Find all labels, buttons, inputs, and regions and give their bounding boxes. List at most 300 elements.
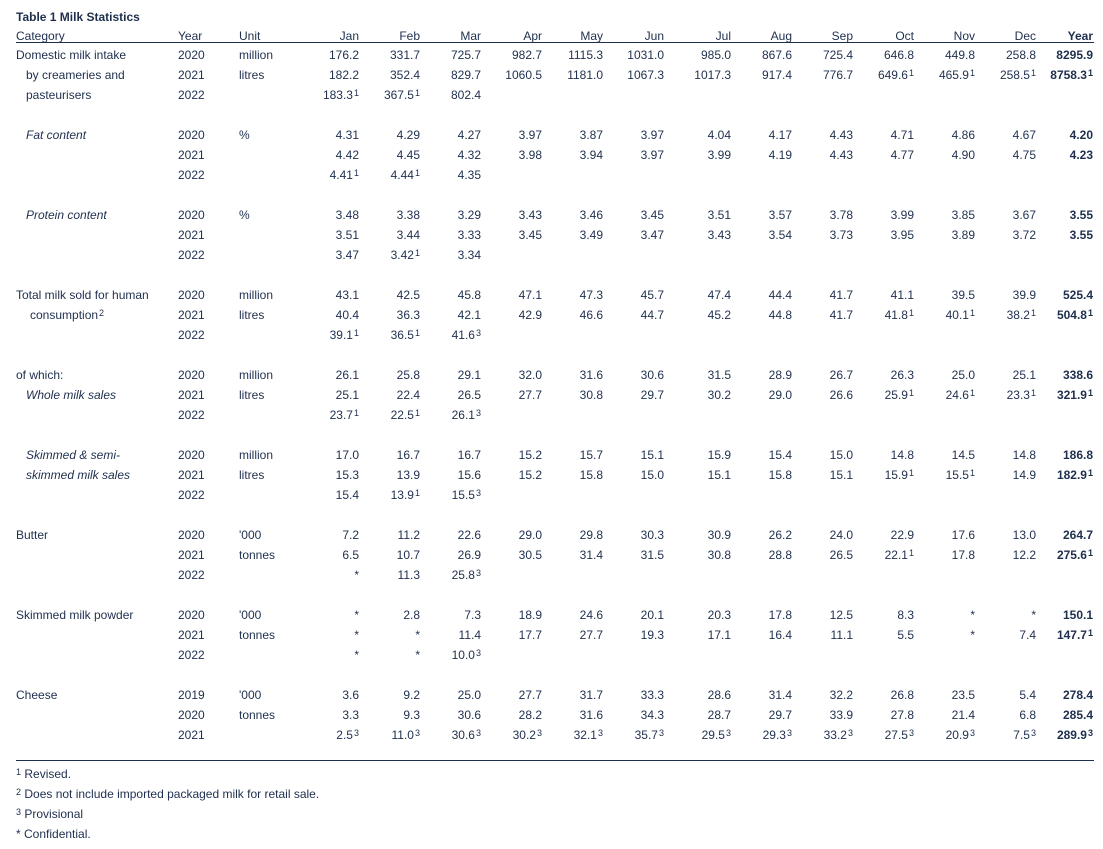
value-cell: 26.1$^3$ bbox=[451, 408, 481, 422]
value-cell: 23.7$^1$ bbox=[329, 408, 359, 422]
value-cell: 15.2 bbox=[518, 468, 542, 482]
footnote-text: Provisional bbox=[21, 807, 84, 821]
value-cell: 11.0$^3$ bbox=[391, 728, 420, 742]
value-cell: 35.7$^3$ bbox=[634, 728, 664, 742]
value-cell: 26.6 bbox=[829, 388, 853, 402]
footnote-marker: 1 bbox=[414, 488, 420, 498]
value-cell: 36.5$^1$ bbox=[390, 328, 420, 342]
value-cell: 15.9$^1$ bbox=[884, 468, 914, 482]
footnote-marker: 1 bbox=[1087, 468, 1093, 478]
value-cell: 4.04 bbox=[707, 128, 731, 142]
value-cell: 13.0 bbox=[1012, 528, 1036, 542]
unit-label: litres bbox=[239, 468, 265, 482]
value-cell: 776.7 bbox=[822, 68, 853, 82]
value-cell: 29.1 bbox=[457, 368, 481, 382]
value-cell: 3.3 bbox=[342, 708, 359, 722]
value-cell: 725.4 bbox=[822, 48, 853, 62]
value-cell: 15.2 bbox=[518, 448, 542, 462]
value-cell: * bbox=[354, 648, 359, 662]
value-cell: 7.2 bbox=[342, 528, 359, 542]
footnote-mark: 1 bbox=[16, 767, 22, 777]
value-cell: 25.0 bbox=[457, 688, 481, 702]
value-cell: 25.1 bbox=[1012, 368, 1036, 382]
value-cell: $2.5^3$ bbox=[336, 728, 359, 742]
value-cell: 15.5$^1$ bbox=[945, 468, 975, 482]
value-cell: 331.7 bbox=[389, 48, 420, 62]
value-cell: 45.8 bbox=[457, 288, 481, 302]
table-title: Table 1 Milk Statistics bbox=[16, 10, 140, 24]
value-cell: 4.17 bbox=[768, 128, 792, 142]
value-cell: 36.3 bbox=[396, 308, 420, 322]
header-month-dec: Dec bbox=[1014, 29, 1036, 43]
value-cell: 29.8 bbox=[579, 528, 603, 542]
year-total-cell: 8295.9 bbox=[1056, 48, 1093, 62]
value-cell: 44.4 bbox=[768, 288, 792, 302]
footnote-marker: 1 bbox=[1087, 628, 1093, 638]
value-cell: 30.2$^3$ bbox=[512, 728, 542, 742]
unit-label: litres bbox=[239, 388, 265, 402]
header-month-oct: Oct bbox=[895, 29, 914, 43]
value-cell: 29.0 bbox=[518, 528, 542, 542]
value-cell: 15.6 bbox=[457, 468, 481, 482]
value-cell: 867.6 bbox=[761, 48, 792, 62]
value-cell: 27.7 bbox=[518, 388, 542, 402]
value-cell: 26.2 bbox=[768, 528, 792, 542]
value-cell: 649.6$^1$ bbox=[877, 68, 914, 82]
value-cell: 22.6 bbox=[457, 528, 481, 542]
year-cell: 2021 bbox=[178, 68, 205, 82]
value-cell: 15.4 bbox=[768, 448, 792, 462]
category-label: Protein content bbox=[26, 208, 107, 222]
value-cell: 25.0 bbox=[951, 368, 975, 382]
value-cell: 8.3 bbox=[897, 608, 914, 622]
year-cell: 2022 bbox=[178, 248, 205, 262]
value-cell: 3.85 bbox=[951, 208, 975, 222]
year-cell: 2020 bbox=[178, 608, 205, 622]
header-month-jul: Jul bbox=[715, 29, 731, 43]
value-cell: 30.6$^3$ bbox=[451, 728, 481, 742]
footnote-mark: 2 bbox=[16, 787, 22, 797]
value-cell: 3.97 bbox=[640, 128, 664, 142]
footnote-marker: 1 bbox=[1030, 308, 1036, 318]
value-cell: 27.8 bbox=[890, 708, 914, 722]
footnote-text: Does not include imported packaged milk for retail sale. bbox=[21, 787, 320, 801]
value-cell: 182.2 bbox=[328, 68, 359, 82]
value-cell: * bbox=[970, 628, 975, 642]
value-cell: 14.5 bbox=[951, 448, 975, 462]
value-cell: 1115.3 bbox=[568, 48, 603, 62]
value-cell: 183.3$^1$ bbox=[322, 88, 359, 102]
value-cell: 24.6 bbox=[579, 608, 603, 622]
year-cell: 2022 bbox=[178, 328, 205, 342]
year-cell: 2020 bbox=[178, 128, 205, 142]
value-cell: 4.29 bbox=[396, 128, 420, 142]
value-cell: 30.2 bbox=[707, 388, 731, 402]
category-label: of which: bbox=[16, 368, 64, 382]
value-cell: 17.0 bbox=[335, 448, 359, 462]
value-cell: 646.8 bbox=[883, 48, 914, 62]
value-cell: 33.3 bbox=[640, 688, 664, 702]
value-cell: 15.1 bbox=[829, 468, 853, 482]
unit-label: litres bbox=[239, 308, 265, 322]
value-cell: 39.9 bbox=[1012, 288, 1036, 302]
footnote-marker: 2 bbox=[99, 308, 105, 318]
value-cell: 15.8 bbox=[768, 468, 792, 482]
value-cell: 3.54 bbox=[768, 228, 792, 242]
value-cell: 4.42 bbox=[335, 148, 359, 162]
footnote-marker: 1 bbox=[1087, 308, 1093, 318]
value-cell: 32.0 bbox=[518, 368, 542, 382]
value-cell: 14.8 bbox=[890, 448, 914, 462]
year-total-cell: 182.9$^1$ bbox=[1056, 468, 1093, 482]
value-cell: 15.1 bbox=[707, 468, 731, 482]
value-cell: 4.32 bbox=[457, 148, 481, 162]
year-cell: 2020 bbox=[178, 708, 205, 722]
value-cell: 3.34 bbox=[457, 248, 481, 262]
unit-label: tonnes bbox=[239, 628, 276, 642]
value-cell: 28.2 bbox=[518, 708, 542, 722]
year-cell: 2021 bbox=[178, 228, 205, 242]
value-cell: 725.7 bbox=[450, 48, 481, 62]
value-cell: 40.4 bbox=[335, 308, 359, 322]
value-cell: 26.1 bbox=[335, 368, 359, 382]
value-cell: 14.9 bbox=[1012, 468, 1036, 482]
value-cell: 30.8 bbox=[707, 548, 731, 562]
value-cell: 41.7 bbox=[829, 288, 853, 302]
value-cell: 258.5$^1$ bbox=[999, 68, 1036, 82]
value-cell: 3.42$^1$ bbox=[390, 248, 420, 262]
value-cell: 4.19 bbox=[768, 148, 792, 162]
year-total-cell: 4.20 bbox=[1069, 128, 1093, 142]
value-cell: 26.7 bbox=[829, 368, 853, 382]
footnote-marker: 1 bbox=[414, 88, 420, 98]
category-label: Fat content bbox=[26, 128, 87, 142]
value-cell: 3.72 bbox=[1012, 228, 1036, 242]
value-cell: 29.7 bbox=[640, 388, 664, 402]
category-label: Whole milk sales bbox=[26, 388, 117, 402]
value-cell: 21.4 bbox=[951, 708, 975, 722]
value-cell: 449.8 bbox=[944, 48, 975, 62]
value-cell: 1181.0 bbox=[567, 68, 603, 82]
year-total-cell: 525.4 bbox=[1062, 288, 1093, 302]
value-cell: 3.98 bbox=[518, 148, 542, 162]
year-cell: 2022 bbox=[178, 568, 205, 582]
value-cell: 20.9$^3$ bbox=[945, 728, 975, 742]
value-cell: 1017.3 bbox=[694, 68, 731, 82]
value-cell: 10.0$^3$ bbox=[451, 648, 481, 662]
footnote-mark: * bbox=[16, 827, 21, 841]
value-cell: 7.3 bbox=[464, 608, 481, 622]
value-cell: 26.5 bbox=[829, 548, 853, 562]
footnote-marker: 1 bbox=[908, 308, 914, 318]
value-cell: 26.8 bbox=[890, 688, 914, 702]
footnote-marker: 1 bbox=[414, 328, 420, 338]
year-cell: 2020 bbox=[178, 368, 205, 382]
header-month-may: May bbox=[580, 29, 603, 43]
value-cell: 3.44 bbox=[396, 228, 420, 242]
year-cell: 2022 bbox=[178, 408, 205, 422]
year-cell: 2021 bbox=[178, 628, 205, 642]
value-cell: 15.3 bbox=[335, 468, 359, 482]
value-cell: 176.2 bbox=[328, 48, 359, 62]
value-cell: 3.43 bbox=[518, 208, 542, 222]
year-cell: 2021 bbox=[178, 308, 205, 322]
header-month-nov: Nov bbox=[953, 29, 975, 43]
footnote-marker: 3 bbox=[475, 408, 481, 418]
value-cell: 16.4 bbox=[768, 628, 792, 642]
year-cell: 2021 bbox=[178, 548, 205, 562]
year-total-cell: 3.55 bbox=[1069, 208, 1093, 222]
value-cell: 20.3 bbox=[707, 608, 731, 622]
footnote-marker: 1 bbox=[1087, 388, 1093, 398]
value-cell: 17.8 bbox=[768, 608, 792, 622]
value-cell: 12.2 bbox=[1012, 548, 1036, 562]
year-cell: 2022 bbox=[178, 648, 205, 662]
year-cell: 2020 bbox=[178, 448, 205, 462]
year-total-cell: 147.7$^1$ bbox=[1056, 628, 1093, 642]
value-cell: 1067.3 bbox=[627, 68, 664, 82]
year-cell: 2021 bbox=[178, 148, 205, 162]
value-cell: 3.46 bbox=[579, 208, 603, 222]
value-cell: * bbox=[415, 648, 420, 662]
footnote-marker: 1 bbox=[1030, 388, 1036, 398]
footnote-marker: 3 bbox=[908, 728, 914, 738]
value-cell: 3.38 bbox=[396, 208, 420, 222]
value-cell: 44.8 bbox=[768, 308, 792, 322]
year-cell: 2021 bbox=[178, 388, 205, 402]
header-month-jun: Jun bbox=[644, 29, 664, 43]
value-cell: 6.5 bbox=[342, 548, 359, 562]
value-cell: 22.4 bbox=[396, 388, 420, 402]
value-cell: 34.3 bbox=[640, 708, 664, 722]
value-cell: 22.9 bbox=[890, 528, 914, 542]
value-cell: 19.3 bbox=[640, 628, 664, 642]
value-cell: 30.3 bbox=[640, 528, 664, 542]
year-total-cell: 504.8$^1$ bbox=[1056, 308, 1093, 322]
value-cell: 829.7 bbox=[450, 68, 481, 82]
value-cell: 3.29 bbox=[457, 208, 481, 222]
year-total-cell: 289.9$^3$ bbox=[1056, 728, 1093, 742]
value-cell: 29.7 bbox=[768, 708, 792, 722]
value-cell: 40.1$^1$ bbox=[945, 308, 975, 322]
header-month-mar: Mar bbox=[460, 29, 481, 43]
footnote-marker: 3 bbox=[475, 648, 481, 658]
value-cell: 22.1$^1$ bbox=[884, 548, 914, 562]
value-cell: 3.73 bbox=[829, 228, 853, 242]
value-cell: 41.1 bbox=[890, 288, 914, 302]
value-cell: 3.49 bbox=[579, 228, 603, 242]
value-cell: 10.7 bbox=[396, 548, 420, 562]
footnote bbox=[16, 827, 91, 841]
value-cell: 29.0 bbox=[768, 388, 792, 402]
footnote-marker: 3 bbox=[1087, 728, 1093, 738]
footnote-text: Revised. bbox=[21, 767, 72, 781]
value-cell: 33.2$^3$ bbox=[823, 728, 853, 742]
value-cell: 11.1 bbox=[830, 628, 853, 642]
value-cell: 45.7 bbox=[640, 288, 664, 302]
footnote-marker: 3 bbox=[414, 728, 420, 738]
category-label: Butter bbox=[16, 528, 49, 542]
value-cell: 4.75 bbox=[1012, 148, 1036, 162]
unit-label: million bbox=[239, 288, 274, 302]
footnote-marker: 3 bbox=[536, 728, 542, 738]
footnote-text: Confidential. bbox=[20, 827, 91, 841]
unit-label: litres bbox=[239, 68, 265, 82]
value-cell: 4.27 bbox=[457, 128, 481, 142]
value-cell: 25.8$^3$ bbox=[451, 568, 481, 582]
year-cell: 2020 bbox=[178, 208, 205, 222]
value-cell: 3.51 bbox=[335, 228, 359, 242]
value-cell: 3.97 bbox=[518, 128, 542, 142]
value-cell: 3.78 bbox=[829, 208, 853, 222]
value-cell: 23.5 bbox=[951, 688, 975, 702]
value-cell: 15.1 bbox=[640, 448, 664, 462]
header-month-sep: Sep bbox=[831, 29, 853, 43]
value-cell: 47.1 bbox=[518, 288, 542, 302]
value-cell: 15.8 bbox=[579, 468, 603, 482]
unit-label: '000 bbox=[239, 608, 262, 622]
value-cell: 31.6 bbox=[579, 368, 603, 382]
value-cell: 43.1 bbox=[335, 288, 359, 302]
value-cell: 3.47 bbox=[640, 228, 664, 242]
footnote-marker: 3 bbox=[475, 328, 481, 338]
footnote-marker: 1 bbox=[908, 468, 914, 478]
value-cell: 26.5 bbox=[457, 388, 481, 402]
value-cell: 39.5 bbox=[951, 288, 975, 302]
value-cell: 4.43 bbox=[829, 128, 853, 142]
value-cell: 917.4 bbox=[761, 68, 792, 82]
value-cell: 4.35 bbox=[457, 168, 481, 182]
value-cell: 44.7 bbox=[640, 308, 664, 322]
unit-label: million bbox=[239, 448, 274, 462]
value-cell: 39.1$^1$ bbox=[329, 328, 359, 342]
value-cell: 24.6$^1$ bbox=[945, 388, 975, 402]
header-unit: Unit bbox=[239, 29, 261, 43]
value-cell: 3.99 bbox=[890, 208, 914, 222]
value-cell: 31.5 bbox=[640, 548, 664, 562]
footnote-mark: 3 bbox=[16, 807, 22, 817]
footnote-marker: 3 bbox=[597, 728, 603, 738]
value-cell: 3.99 bbox=[707, 148, 731, 162]
value-cell: 5.5 bbox=[897, 628, 914, 642]
value-cell: 1060.5 bbox=[505, 68, 542, 82]
year-cell: 2019 bbox=[178, 688, 205, 702]
value-cell: 11.3 bbox=[397, 568, 420, 582]
value-cell: 30.6 bbox=[457, 708, 481, 722]
header-year-total: Year bbox=[1067, 29, 1093, 43]
value-cell: 4.67 bbox=[1012, 128, 1036, 142]
value-cell: 3.45 bbox=[518, 228, 542, 242]
value-cell: 4.77 bbox=[890, 148, 914, 162]
value-cell: 3.87 bbox=[579, 128, 603, 142]
value-cell: 802.4 bbox=[450, 88, 481, 102]
value-cell: 3.6 bbox=[342, 688, 359, 702]
footnote-marker: 3 bbox=[353, 728, 359, 738]
value-cell: 4.31 bbox=[335, 128, 359, 142]
value-cell: 17.1 bbox=[707, 628, 731, 642]
year-total-cell: 264.7 bbox=[1062, 528, 1093, 542]
value-cell: 38.2$^1$ bbox=[1006, 308, 1036, 322]
value-cell: 14.8 bbox=[1012, 448, 1036, 462]
unit-label: million bbox=[239, 368, 274, 382]
footnote-marker: 1 bbox=[414, 168, 420, 178]
value-cell: 25.9$^1$ bbox=[884, 388, 914, 402]
footnote-marker: 1 bbox=[969, 468, 975, 478]
footnote-marker: 1 bbox=[908, 68, 914, 78]
value-cell: 16.7 bbox=[457, 448, 481, 462]
value-cell: 31.7 bbox=[579, 688, 603, 702]
footnote-marker: 3 bbox=[786, 728, 792, 738]
value-cell: $7.5^3$ bbox=[1013, 728, 1036, 742]
footnote-marker: 1 bbox=[908, 548, 914, 558]
value-cell: 42.9 bbox=[518, 308, 542, 322]
value-cell: 30.9 bbox=[707, 528, 731, 542]
footnote-marker: 1 bbox=[353, 168, 359, 178]
value-cell: 465.9$^1$ bbox=[938, 68, 975, 82]
footnote-marker: 1 bbox=[353, 328, 359, 338]
value-cell: 4.86 bbox=[951, 128, 975, 142]
year-cell: 2021 bbox=[178, 728, 205, 742]
year-cell: 2022 bbox=[178, 168, 205, 182]
year-total-cell: 3.55 bbox=[1069, 228, 1093, 242]
value-cell: 12.5 bbox=[829, 608, 853, 622]
category-label: Skimmed & semi- bbox=[26, 448, 121, 462]
value-cell: 1031.0 bbox=[627, 48, 664, 62]
value-cell: 27.7 bbox=[518, 688, 542, 702]
unit-label: '000 bbox=[239, 528, 262, 542]
value-cell: 20.1 bbox=[640, 608, 664, 622]
category-label: Skimmed milk powder bbox=[16, 608, 134, 622]
value-cell: 367.5$^1$ bbox=[383, 88, 420, 102]
year-total-cell: 321.9$^1$ bbox=[1056, 388, 1093, 402]
year-total-cell: 338.6 bbox=[1062, 368, 1093, 382]
category-label: Domestic milk intake bbox=[16, 48, 127, 62]
unit-label: % bbox=[239, 128, 250, 142]
value-cell: 41.6$^3$ bbox=[451, 328, 481, 342]
value-cell: 3.94 bbox=[579, 148, 603, 162]
value-cell: 4.41$^1$ bbox=[329, 168, 359, 182]
value-cell: 4.44$^1$ bbox=[390, 168, 420, 182]
value-cell: 28.7 bbox=[707, 708, 731, 722]
value-cell: 47.3 bbox=[579, 288, 603, 302]
category-label: consumption$^2$ bbox=[30, 308, 105, 322]
value-cell: 9.2 bbox=[403, 688, 420, 702]
value-cell: 7.4 bbox=[1019, 628, 1036, 642]
value-cell: 15.7 bbox=[579, 448, 603, 462]
value-cell: 15.9 bbox=[707, 448, 731, 462]
value-cell: 41.8$^1$ bbox=[884, 308, 914, 322]
value-cell: 30.6 bbox=[640, 368, 664, 382]
value-cell: 6.8 bbox=[1019, 708, 1036, 722]
value-cell: 29.5$^3$ bbox=[701, 728, 731, 742]
value-cell: 47.4 bbox=[707, 288, 731, 302]
year-total-cell: 285.4 bbox=[1062, 708, 1093, 722]
footnote-marker: 3 bbox=[969, 728, 975, 738]
value-cell: 9.3 bbox=[403, 708, 420, 722]
value-cell: 32.2 bbox=[829, 688, 853, 702]
value-cell: 29.3$^3$ bbox=[762, 728, 792, 742]
value-cell: 42.5 bbox=[396, 288, 420, 302]
header-month-aug: Aug bbox=[770, 29, 792, 43]
value-cell: 41.7 bbox=[829, 308, 853, 322]
header-year: Year bbox=[178, 29, 203, 43]
footnote-marker: 1 bbox=[969, 68, 975, 78]
category-label: skimmed milk sales bbox=[26, 468, 131, 482]
value-cell: 4.71 bbox=[890, 128, 914, 142]
unit-label: tonnes bbox=[239, 708, 276, 722]
footnote bbox=[16, 787, 319, 801]
value-cell: 4.43 bbox=[829, 148, 853, 162]
